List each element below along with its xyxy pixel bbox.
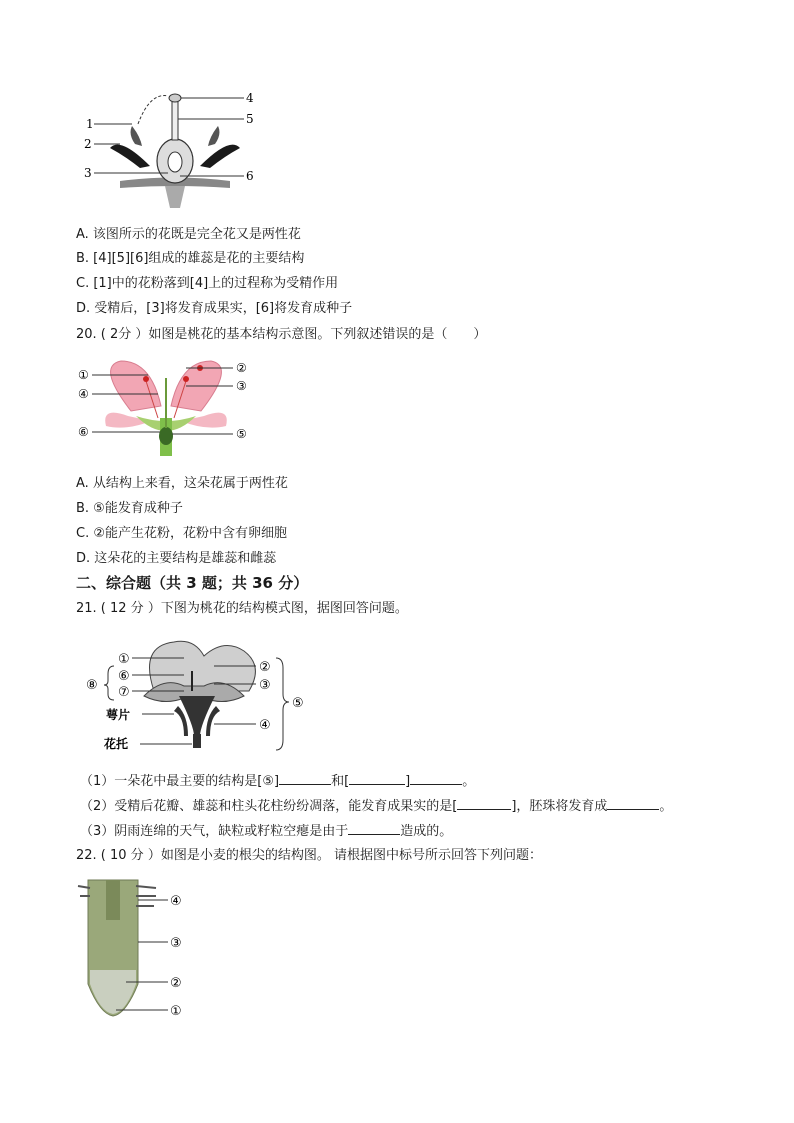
text-segment: （3）阴雨连绵的天气，缺粒或籽粒空瘪是由于 [80,824,349,839]
section-heading: 二、综合题（共 3 题；共 36 分） [76,574,309,592]
stalk-shape [193,734,201,748]
q19-option-c: C. [1]中的花粉落到[4]上的过程称为受精作用 [76,276,339,291]
q20-option-d: D. 这朵花的主要结构是雄蕊和雌蕊 [76,551,277,566]
q20-option-a: A. 从结构上来看，这朵花属于两性花 [76,476,288,491]
fig3-label: ① [118,652,130,667]
anther-shape [183,376,189,382]
fig3-label: ③ [259,678,271,693]
text-segment: ] [405,774,411,789]
root-hair-shape [136,886,156,888]
root-tip-figure [76,874,196,1022]
right-brace [276,658,289,750]
text-segment: （2）受精后花瓣、雄蕊和柱头花柱纷纷凋落，能发育成果实的是[ [80,799,458,814]
answer-blank[interactable] [607,797,659,810]
left-brace [104,666,114,700]
right-stamen-shape [208,126,219,146]
q19-option-d: D. 受精后，[3]将发育成果实，[6]将发育成种子 [76,301,353,316]
root-cap-shape [90,970,136,1014]
fig2-label: ⑤ [236,427,247,441]
peach-flower-model-figure [84,636,314,754]
stalk-shape [165,186,185,208]
fig1-label: 2 [84,137,92,151]
anther-shape [143,376,149,382]
fig3-label: 花托 [104,737,129,751]
fig4-label: ② [170,976,182,991]
fig1-label: 3 [84,166,92,180]
fig3-label: 萼片 [106,708,131,722]
text-segment: （1）一朵花中最主要的结构是[⑤] [80,774,280,789]
q20-option-c: C. ②能产生花粉，花粉中含有卵细胞 [76,526,287,541]
fig1-label: 4 [246,91,254,105]
text-segment: 。 [659,799,673,814]
fig2-label: ② [236,361,247,375]
style-shape [172,100,178,140]
fig1-label: 6 [246,169,254,183]
q21-sub1 [80,772,475,791]
q21-sub2 [80,797,672,816]
right-petal-shape [200,145,240,168]
peach-flower-figure [76,356,256,458]
text-segment: ]，胚珠将发育成 [511,799,608,814]
answer-blank[interactable] [410,772,462,785]
q21-sub3 [80,822,452,841]
fig3-label: ④ [259,718,271,733]
fig1-label: 1 [86,117,94,131]
answer-blank[interactable] [279,772,331,785]
fig3-label: ⑦ [118,685,130,700]
left-stamen-shape [131,126,142,146]
fig2-label: ① [78,368,89,382]
fig4-label: ① [170,1004,182,1019]
vascular-core-shape [106,880,120,920]
ovary-shape [159,427,173,445]
answer-blank[interactable] [349,772,405,785]
fig2-label: ⑥ [78,425,89,439]
q20-stem: 20. ( 2分 ）如图是桃花的基本结构示意图。下列叙述错误的是（ ） [76,327,487,342]
q19-option-b: B. [4][5][6]组成的雄蕊是花的主要结构 [76,251,305,266]
fig4-label: ④ [170,894,182,909]
fig4-label: ③ [170,936,182,951]
answer-blank[interactable] [348,822,400,835]
text-segment: 。 [462,774,476,789]
ovule-shape [168,152,182,172]
flower-schematic-figure [80,86,270,214]
fig2-label: ③ [236,379,247,393]
pollination-arrow [138,96,168,124]
fig3-label: ⑥ [118,669,130,684]
q19-option-a: A. 该图所示的花既是完全花又是两性花 [76,227,301,242]
fig3-label: ② [259,660,271,675]
text-segment: 和[ [331,774,350,789]
fig2-label: ④ [78,387,89,401]
q20-option-b: B. ⑤能发育成种子 [76,501,183,516]
q22-stem: 22. ( 10 分 ）如图是小麦的根尖的结构图。 请根据图中标号所示回答下列问题： [76,848,542,863]
fig3-label: ⑧ [86,678,98,693]
left-petal-shape [110,145,150,168]
text-segment: 造成的。 [400,824,453,839]
q21-stem: 21. ( 12 分 ）下图为桃花的结构模式图，据图回答问题。 [76,601,408,616]
stigma-shape [169,94,181,102]
answer-blank[interactable] [457,797,511,810]
fig3-label: ⑤ [292,696,304,711]
fig1-label: 5 [246,112,254,126]
